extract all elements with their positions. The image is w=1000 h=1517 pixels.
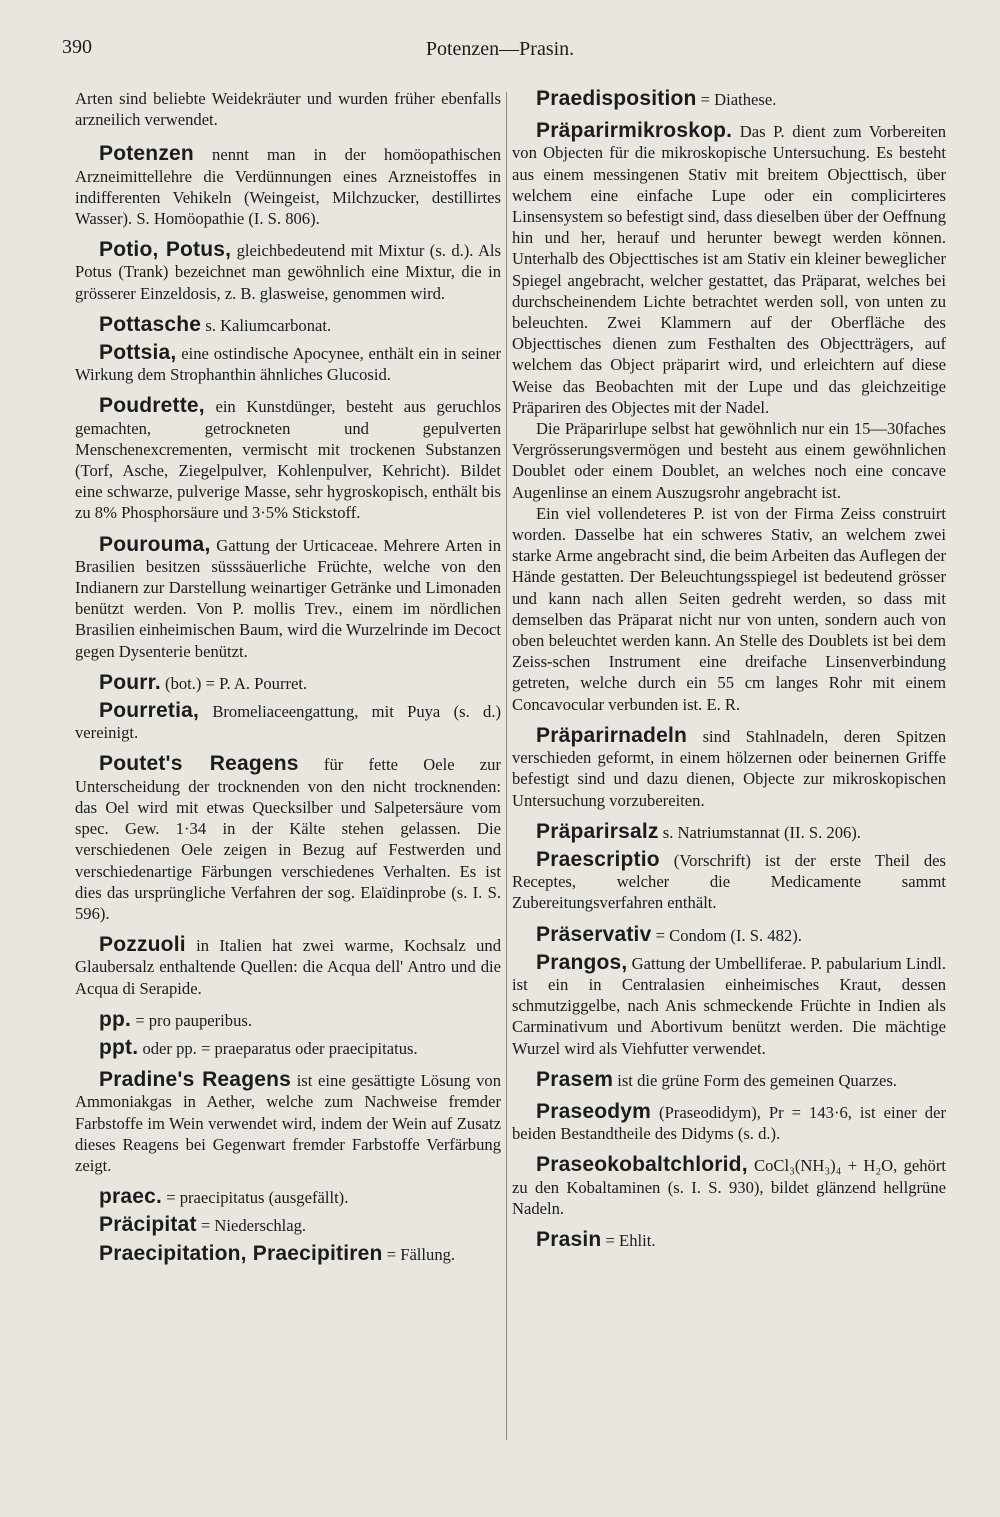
entry-ppt	[75, 1037, 501, 1059]
headword: pp.	[99, 1007, 132, 1031]
entry-potio	[75, 239, 501, 304]
headword: Pourr.	[99, 670, 161, 694]
headword: Potio, Potus,	[99, 238, 232, 262]
headword: Pozzuoli	[99, 933, 186, 957]
entry-text: oder pp. = praeparatus oder praecipitatus.	[138, 1038, 418, 1058]
entry-pradines-reagens	[75, 1069, 501, 1176]
entry-text: Gattung der Umbelliferae. P. pabularium Lindl. ist ein in Centralasien einheimisches Kraut, dessen schmutziggelbe, nach Anis schmeckende Früchte in Indien als Carminativum und Abortivum benützt werden. Die mächtige Wurzel wird als Viehfutter verwendet.	[512, 953, 946, 1058]
headword: Praescriptio	[536, 847, 660, 871]
entry-prasem	[512, 1069, 946, 1091]
entry-paragraph: Die Präparirlupe selbst hat gewöhnlich nur ein 15—30faches Vergrösserungsvermögen und besteht aus einem gewöhnlichen Doublet oder einem Doublet, an welches noch eine concave Augenlinse an einem Auszugsrohr angebracht ist.	[512, 419, 946, 502]
column-divider	[506, 92, 507, 1440]
left-column	[75, 88, 501, 1271]
entry-text: eine ostindische Apocynee, enthält ein in seiner Wirkung dem Strophanthin ähnliches Glucosid.	[75, 344, 501, 385]
entry-pottasche	[75, 314, 501, 336]
entry-text: in Italien hat zwei warme, Kochsalz und Glaubersalz enthaltende Quellen: die Acqua dell' Antro und die Acqua di Serapide.	[75, 936, 501, 998]
entry-praecipitat	[75, 1214, 501, 1236]
entry-paragraph	[512, 120, 946, 418]
headword: Prangos,	[536, 950, 628, 974]
running-head: Potenzen—Prasin.	[425, 38, 575, 60]
entry-text: = Condom (I. S. 482).	[651, 925, 802, 945]
entry-text: gleichbedeutend mit Mixtur (s. d.). Als Potus (Trank) bezeichnet man gewöhnlich eine Mixtur, die in grösserer Einzeldosis, z. B. glasweise, genommen wird.	[75, 241, 502, 303]
entry-text: = pro pauperibus.	[131, 1010, 252, 1030]
entry-pourr	[75, 672, 501, 694]
right-column	[512, 88, 946, 1257]
headword: Pourouma,	[99, 532, 211, 556]
headword: Praseodym	[536, 1099, 652, 1123]
entry-text: ein Kunstdünger, besteht aus geruchlos gemachten, getrockneten und gepulverten Menschenexcrementen, vermischt mit trockenen Substanzen (Torf, Asche, Ziegelpulver, Kohlenpulver, Kehricht). Bildet eine schwarze, pulverige Masse, sehr hygroskopisch, enthält bis zu 8% Phosphorsäure und 3·5% Stickstoff.	[75, 397, 501, 523]
entry-prasin	[512, 1229, 946, 1251]
entry-text: ist die grüne Form des gemeinen Quarzes.	[613, 1070, 897, 1090]
entry-text: (bot.) = P. A. Pourret.	[160, 673, 308, 693]
headword: Poutet's Reagens	[99, 752, 299, 776]
entry-pottsia	[75, 342, 501, 385]
entry-potenzen	[75, 143, 501, 229]
headword: Pradine's Reagens	[99, 1068, 292, 1092]
headword: Poudrette,	[99, 394, 205, 418]
headword: Prasem	[536, 1067, 614, 1091]
headword: Präcipitat	[99, 1213, 197, 1237]
headword: Präparirmikroskop.	[536, 119, 733, 143]
entry-prangos	[512, 952, 946, 1059]
entry-text: (Praseodidym), Pr = 143·6, ist einer der beiden Bestandtheile des Didyms (s. d.).	[512, 1102, 946, 1144]
entry-pourretia	[75, 700, 501, 743]
entry-praescriptio	[512, 849, 946, 914]
entry-text: s. Kaliumcarbonat.	[201, 315, 332, 335]
entry-praseokobaltchlorid	[512, 1154, 946, 1219]
page-number: 390	[62, 36, 92, 58]
entry-text: (Vorschrift) ist der erste Theil des Receptes, welcher die Medicamente sammt Zubereitungsverfahren enthält.	[512, 850, 946, 913]
continuation-text: Arten sind beliebte Weidekräuter und wurden früher ebenfalls arzneilich verwendet.	[75, 89, 501, 130]
entry-text: Gattung der Urticaceae. Mehrere Arten in Brasilien besitzen süsssäuerliche Früchte, welche von den Indianern zur Darstellung weinartiger Getränke und Limonaden benützt werden. Von P. mollis Trev., einem im nördlichen Brasilien einheimischen Baum, wird die Wurzelrinde im Decoct gegen Dysenterie benützt.	[75, 535, 501, 661]
headword: Pottsia,	[99, 341, 177, 365]
entry-praec	[75, 1186, 501, 1208]
entry-poutets-reagens	[75, 753, 501, 924]
headword: praec.	[99, 1185, 163, 1209]
entry-praeparirsalz	[512, 821, 946, 843]
entry-pp	[75, 1009, 501, 1031]
headword: Praseokobaltchlorid,	[536, 1153, 748, 1177]
headword: ppt.	[99, 1035, 139, 1059]
entry-praedisposition	[512, 88, 946, 110]
entry-pozzuoli	[75, 934, 501, 999]
entry-praeparirmikroskop	[512, 120, 946, 715]
entry-text: ist eine gesättigte Lösung von Ammoniakgas in Aether, welche zum Nachweise fremder Farbstoffe im Wein verwendet wird, indem der Wein auf Zusatz dieses Reagens bei Gegenwart fremder Farbstoffe Verfärbung zeigt.	[75, 1071, 501, 1175]
headword: Prasin	[536, 1227, 602, 1251]
headword: Praecipitation, Praecipitiren	[99, 1241, 383, 1265]
headword: Praedisposition	[536, 87, 697, 110]
entry-praeparirnadeln	[512, 725, 946, 811]
entry-text: nennt man in der homöopathischen Arzneimittellehre die Verdünnungen eines Arzneistoffes in indifferenten Vehikeln (Weingeist, Milchzucker, destillirtes Wasser). S. Homöopathie (I. S. 806).	[75, 145, 501, 229]
entry-praecipitation	[75, 1243, 501, 1265]
entry-praeservativ	[512, 924, 946, 946]
entry-pourouma	[75, 534, 501, 662]
entry-text: = praecipitatus (ausgefällt).	[162, 1188, 349, 1208]
entry-poudrette	[75, 395, 501, 523]
entry-text: = Niederschlag.	[196, 1216, 307, 1236]
entry-text: = Ehlit.	[601, 1230, 656, 1250]
headword: Pourretia,	[99, 699, 200, 723]
headword: Präparirsalz	[536, 819, 659, 843]
entry-paragraph: Ein viel vollendeteres P. ist von der Firma Zeiss construirt worden. Dasselbe hat ein schweres Stativ, an welchem zwei starke Arme angebracht sind, die beim Arbeiten das Auflegen der Hände gestatten. Der Beleuchtungsspiegel ist bedeutend grösser und kann nach allen Seiten gedreht werden, so dass mit demselben das Präparat nicht nur von unten, sondern auch von oben beleuchtet werden kann. An Stelle des Doublets ist bei dem Zeiss-schen Instrument eine dreifache Linsenverbindung getreten, welche durch ein 55 cm langes Rohr mit einem Concavocular verbunden ist. E. R.	[512, 503, 946, 714]
headword: Pottasche	[99, 312, 202, 336]
entry-text: Das P. dient zum Vorbereiten von Objecten für die mikroskopische Untersuchung. Es besteht aus einem messingenen Stativ mit breitem Objecttisch, über welchem eine einfache Lupe oder ein complicirteres Linsensystem so befestigt sind, dass dieselben über der Oeffnung hin und her, herauf und herunter bewegt werden können. Unterhalb des Objecttisches ist am Stativ ein kleiner beweglicher Spiegel angebracht, welcher gestattet, das Präparat, welches bei durchscheinendem Lichte betrachtet werden soll, von unten zu beleuchten. Zwei Klammern auf der Oberfläche des Objecttisches dienen zum Festhalten des Objectträgers, auf welchem das Object präparirt wird, und erleichtern auf diese Weise das Beobachten mit der Lupe und das gleichzeitige Präpariren des Objectes mit der Nadel.	[512, 122, 946, 417]
entry-text: = Diathese.	[696, 90, 777, 109]
headword: Präservativ	[536, 922, 652, 946]
entry-text: s. Natriumstannat (II. S. 206).	[658, 822, 861, 842]
headword: Potenzen	[99, 142, 194, 166]
entry-text: CoCl₃(NH₃)₄ + H₂O, gehört zu den Kobaltaminen (s. I. S. 930), bildet glänzend hellgrüne Nadeln.	[512, 1156, 946, 1218]
entry-text: Bromeliaceengattung, mit Puya (s. d.) vereinigt.	[75, 702, 501, 743]
entry-text: sind Stahlnadeln, deren Spitzen verschieden geformt, in einem hölzernen oder beinernen Griffe befestigt sind und dazu dienen, Objecte zur mikroskopischen Untersuchung vorzubereiten.	[512, 726, 946, 810]
headword: Präparirnadeln	[536, 723, 688, 747]
entry-text: = Fällung.	[382, 1244, 456, 1264]
entry-text: für fette Oele zur Unterscheidung der trocknenden von den nicht trocknenden: das Oel wird mit etwas Quecksilber und Salpetersäure vom spec. Gew. 1·34 in der Kälte stehen gelassen. Die verschiedenen Oele zeigen in Bezug auf Festwerden und verschiedenartige Färbungen verschiedenes Verhalten. Es ist dies das ursprüngliche Verfahren der sog. Elaïdinprobe (s. I. S. 596).	[75, 755, 501, 923]
entry-praseodym	[512, 1101, 946, 1144]
